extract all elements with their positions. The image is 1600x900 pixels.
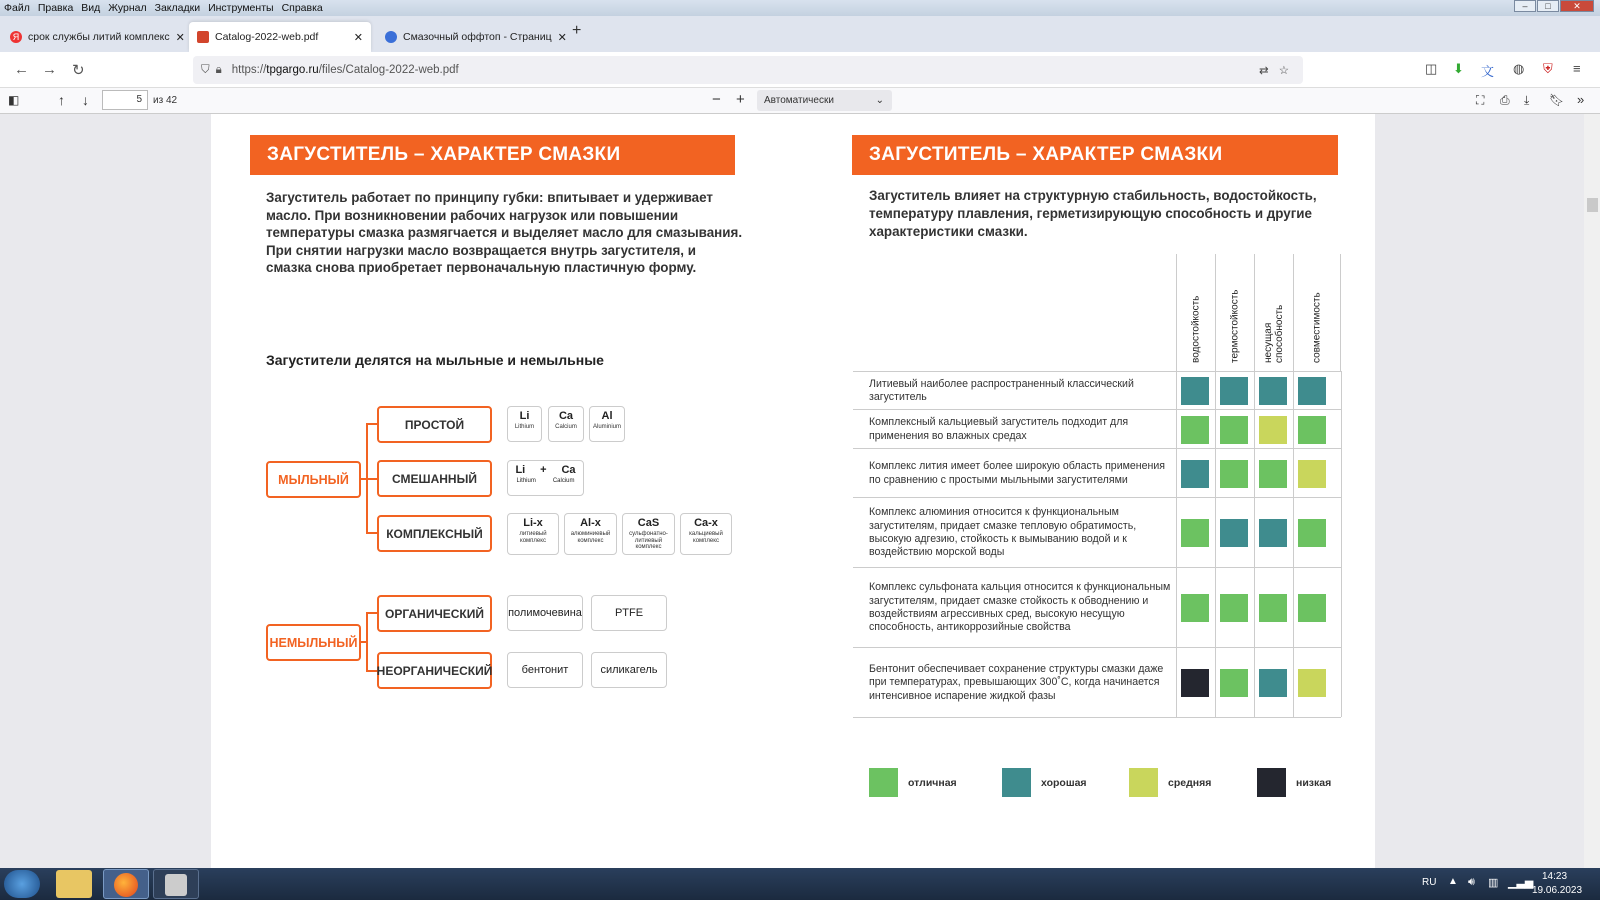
shield-icon: ⛉ xyxy=(201,63,210,76)
network-icon[interactable]: ▥ xyxy=(1488,877,1499,889)
column-header xyxy=(1293,254,1341,371)
page-count: из 42 xyxy=(153,95,178,106)
row-description: Комплекс сульфоната кальция относится к функциональным загустителям, придает смазке стойкость к обводнению и воздействиям агрессивных сред, высокую несущую способность, антикоррозийные свойства xyxy=(869,581,1171,634)
drop-icon xyxy=(385,31,397,43)
menu-edit[interactable]: Правка xyxy=(37,2,74,14)
zoom-out-icon[interactable]: − xyxy=(712,91,721,108)
language-indicator[interactable]: RU xyxy=(1422,877,1437,888)
chip-al-complex xyxy=(564,513,617,555)
rating-cell-good xyxy=(1220,377,1248,405)
rating-cell-medium xyxy=(1259,416,1287,444)
rating-cell-excellent xyxy=(1298,519,1326,547)
next-page-icon[interactable]: ↓ xyxy=(82,92,89,108)
pocket-icon[interactable]: ◫ xyxy=(1425,61,1438,76)
rating-cell-medium xyxy=(1298,669,1326,697)
start-button[interactable] xyxy=(4,870,40,898)
rating-cell-excellent xyxy=(1220,669,1248,697)
table-row xyxy=(853,647,1341,717)
intro-line: смазка снова приобретает первоначальную пластичную форму. xyxy=(266,260,697,275)
row-description: Комплекс лития имеет более широкую область применения по сравнению с простыми мыльными загустителями xyxy=(869,460,1166,486)
prev-page-icon[interactable]: ↑ xyxy=(58,92,65,108)
legend-label: отличная xyxy=(908,776,957,789)
connector xyxy=(366,423,368,534)
ublock-icon[interactable]: ⛨ xyxy=(1543,61,1553,76)
chip-name: Lithium xyxy=(516,478,536,484)
rating-cell-excellent xyxy=(1220,594,1248,622)
column-header xyxy=(1254,254,1293,371)
close-tab-icon[interactable]: ✕ xyxy=(175,31,185,44)
rating-cell-medium xyxy=(1298,460,1326,488)
rating-cell-low xyxy=(1181,669,1209,697)
chip-name: Aluminium xyxy=(592,424,621,430)
taskbar xyxy=(0,868,1600,900)
legend-swatch xyxy=(1002,768,1031,797)
menu-tools[interactable]: Инструменты xyxy=(208,2,274,14)
star-icon[interactable]: ☆ xyxy=(1278,65,1289,77)
rating-cell-excellent xyxy=(1259,460,1287,488)
minimize-button[interactable]: – xyxy=(1514,0,1536,12)
chip-aluminium xyxy=(589,406,625,442)
tab-pdf[interactable] xyxy=(189,22,371,52)
chip-name: алюминиевый комплекс xyxy=(570,531,611,544)
page-number-input[interactable]: 5 xyxy=(102,90,148,110)
bookmark-icon[interactable]: 🔖︎ xyxy=(1549,93,1565,107)
column-header xyxy=(1215,254,1254,371)
row-description: Комплексный кальциевый загуститель подходит для применения во влажных средах xyxy=(869,416,1129,442)
rating-cell-good xyxy=(1259,377,1287,405)
table-row xyxy=(853,567,1341,647)
connector xyxy=(366,612,368,672)
chip-name: сульфонатно-литиевый комплекс xyxy=(629,531,668,550)
column-divider xyxy=(1215,371,1216,717)
column-divider xyxy=(1293,371,1294,717)
url-path: /files/Catalog-2022-web.pdf xyxy=(318,64,459,76)
left-heading: ЗАГУСТИТЕЛЬ – ХАРАКТЕР СМАЗКИ xyxy=(250,135,735,175)
table-row xyxy=(853,448,1341,497)
rating-cell-excellent xyxy=(1181,519,1209,547)
pdf-page xyxy=(211,114,1375,868)
tab-title: Catalog-2022-web.pdf xyxy=(215,31,319,43)
menu-bar xyxy=(0,0,1600,16)
clock-time[interactable]: 14:23 xyxy=(1542,871,1568,882)
url-domain: tpgargo.ru xyxy=(266,64,319,76)
explorer-icon[interactable] xyxy=(56,870,92,898)
reload-icon[interactable]: ↻ xyxy=(72,62,85,79)
left-intro xyxy=(266,189,746,277)
table-bottom-border xyxy=(853,717,1341,718)
rating-cell-excellent xyxy=(1181,594,1209,622)
legend-low xyxy=(1257,768,1331,797)
chip-cas-complex xyxy=(622,513,675,555)
right-intro xyxy=(869,187,1329,241)
column-divider xyxy=(1176,371,1177,717)
clock-date[interactable]: 19.06.2023 xyxy=(1532,885,1583,896)
legend-good xyxy=(1002,768,1087,797)
forward-icon[interactable]: → xyxy=(42,61,57,78)
table-row xyxy=(853,497,1341,567)
url-prefix: https:// xyxy=(231,64,267,76)
legend-swatch xyxy=(1257,768,1286,797)
tray-arrow-icon[interactable]: ▲ xyxy=(1448,876,1458,887)
intro-line: масло. При возникновении рабочих нагрузок или повышении xyxy=(266,207,679,223)
lock-icon: 🔒︎ xyxy=(215,63,222,76)
menu-bookmarks[interactable]: Закладки xyxy=(154,2,201,14)
pdf-icon xyxy=(197,31,209,43)
column-header xyxy=(1176,254,1215,371)
intro-line: При снятии нагрузки масло возвращается внутрь загустителя, и xyxy=(266,242,696,258)
close-tab-icon[interactable]: ✕ xyxy=(557,31,567,44)
globe-icon[interactable]: ◍ xyxy=(1513,61,1525,76)
simple-box: ПРОСТОЙ xyxy=(377,406,492,443)
chip-calcium xyxy=(548,406,584,442)
column-label: совместимость xyxy=(1311,292,1323,363)
menu-view[interactable]: Вид xyxy=(81,2,101,14)
legend-label: хорошая xyxy=(1041,776,1087,789)
intro-line: температуру плавления, герметизирующую способность и другие xyxy=(869,206,1312,221)
chip-symbol: Al-x xyxy=(580,517,601,529)
rating-cell-excellent xyxy=(1181,416,1209,444)
pdf-toolbar xyxy=(0,88,1600,114)
zoom-in-icon[interactable]: + xyxy=(736,91,745,108)
chip-symbol: Al xyxy=(601,410,613,422)
legend-swatch xyxy=(869,768,898,797)
zoom-select[interactable] xyxy=(757,90,892,111)
app-taskbar-button[interactable] xyxy=(153,869,199,899)
tools-menu-icon[interactable]: » xyxy=(1577,92,1585,107)
chip-name: Calcium xyxy=(552,478,575,484)
nonsoap-box: НЕМЫЛЬНЫЙ xyxy=(266,624,361,661)
mixed-box: СМЕШАННЫЙ xyxy=(377,460,492,497)
rating-cell-excellent xyxy=(1220,416,1248,444)
zoom-value: Автоматически xyxy=(764,95,834,106)
table-row xyxy=(853,409,1341,448)
yandex-icon: Я xyxy=(10,31,22,43)
chip-lithium xyxy=(507,406,542,442)
row-description: Бентонит обеспечивает сохранение структуры смазки даже при температурах, превышающих 300˚С, когда начинается интенсивное испарение жидкой фазы xyxy=(869,662,1164,702)
legend-label: низкая xyxy=(1296,776,1332,789)
column-label: несущая способность xyxy=(1263,304,1285,363)
legend-label: средняя xyxy=(1168,776,1212,789)
close-window-button[interactable]: ✕ xyxy=(1560,0,1594,12)
menu-file[interactable]: Файл xyxy=(4,2,30,14)
chip-lithium-calcium xyxy=(507,460,584,496)
chip-ptfe: PTFE xyxy=(591,595,667,631)
complex-box: КОМПЛЕКСНЫЙ xyxy=(377,515,492,552)
intro-line: характеристики смазки. xyxy=(869,224,1028,239)
chip-name: Lithium xyxy=(514,424,535,430)
right-heading: ЗАГУСТИТЕЛЬ – ХАРАКТЕР СМАЗКИ xyxy=(852,135,1338,175)
close-tab-icon[interactable]: ✕ xyxy=(353,31,363,44)
chip-symbol: Ca xyxy=(561,464,576,476)
chip-symbol: Ca-x xyxy=(694,517,718,529)
translator-icon[interactable]: 文 xyxy=(1481,64,1495,79)
back-icon[interactable]: ← xyxy=(14,61,29,78)
tab-bar xyxy=(0,16,1600,52)
chevron-down-icon: ⌄ xyxy=(875,95,884,106)
firefox-icon xyxy=(114,873,138,897)
chip-symbol: Ca xyxy=(558,410,574,422)
chip-symbol: Li xyxy=(515,464,526,476)
chip-symbol: Li xyxy=(519,410,530,422)
window-controls xyxy=(1513,0,1594,12)
rating-cell-excellent xyxy=(1220,460,1248,488)
intro-line: Загуститель работает по принципу губки: впитывает и удерживает xyxy=(266,190,713,205)
soap-box: МЫЛЬНЫЙ xyxy=(266,461,361,498)
rating-cell-good xyxy=(1181,377,1209,405)
row-description: Комплекс алюминия относится к функциональным загустителям, придает смазке тепловую обратимость, высокую адгезию, стойкость к вымыванию водой и к воздействию морской воды xyxy=(869,506,1137,559)
column-divider xyxy=(1341,371,1342,717)
rating-cell-good xyxy=(1220,519,1248,547)
chip-name: кальциевый комплекс xyxy=(689,531,723,544)
chip-bentonite: бентонит xyxy=(507,652,583,688)
volume-icon[interactable]: 🔊︎ xyxy=(1468,876,1475,888)
nav-bar xyxy=(0,52,1600,88)
chip-symbol: CaS xyxy=(637,517,660,529)
save-icon[interactable]: ⤓ xyxy=(1524,93,1530,107)
menu-history[interactable]: Журнал xyxy=(108,2,147,14)
maximize-button[interactable]: □ xyxy=(1537,0,1559,12)
legend-swatch xyxy=(1129,768,1158,797)
chip-li-complex xyxy=(507,513,559,555)
rating-cell-excellent xyxy=(1259,594,1287,622)
chip-name: литиевый комплекс xyxy=(519,531,547,544)
print-icon[interactable]: ⎙ xyxy=(1500,93,1510,107)
intro-line: Загуститель влияет на структурную стабильность, водостойкость, xyxy=(869,188,1317,203)
pdf-viewer xyxy=(0,114,1600,868)
classification-title: Загустители делятся на мыльные и немыльные xyxy=(266,352,604,368)
menu-help[interactable]: Справка xyxy=(281,2,323,14)
organic-box: ОРГАНИЧЕСКИЙ xyxy=(377,595,492,632)
connector xyxy=(361,478,377,480)
tab-title: Смазочный оффтоп - Страниц xyxy=(403,31,552,43)
tab-forum[interactable] xyxy=(377,22,567,52)
download-icon[interactable]: ⬇ xyxy=(1453,61,1464,76)
chip-ca-complex xyxy=(680,513,732,555)
app-icon xyxy=(165,874,187,896)
rating-cell-good xyxy=(1259,669,1287,697)
intro-line: температуры смазка размягчается и выделяет масло для смазывания. xyxy=(266,225,743,240)
hamburger-icon[interactable]: ≡ xyxy=(1573,61,1581,76)
translate-icon[interactable]: ⇄ xyxy=(1259,65,1269,77)
vertical-scrollbar[interactable] xyxy=(1584,114,1600,868)
rating-cell-excellent xyxy=(1298,594,1326,622)
scroll-thumb[interactable] xyxy=(1587,198,1598,212)
chip-symbol: Li-x xyxy=(523,517,543,529)
chip-silica-gel: силикагель xyxy=(591,652,667,688)
row-description: Литиевый наиболее распространенный классический загуститель xyxy=(869,377,1134,403)
tab-yandex[interactable] xyxy=(2,22,185,52)
legend-medium xyxy=(1129,768,1211,797)
rating-cell-good xyxy=(1181,460,1209,488)
legend-excellent xyxy=(869,768,957,797)
tab-title: срок службы литий комплекс xyxy=(28,31,170,43)
signal-icon[interactable]: ▁▃▅ xyxy=(1508,877,1534,889)
column-label: водостойкость xyxy=(1190,295,1202,363)
new-tab-button[interactable]: + xyxy=(572,22,582,39)
sidebar-toggle-icon[interactable]: ◧ xyxy=(8,93,20,107)
plus-sign: + xyxy=(540,464,547,476)
column-label: термостойкость xyxy=(1229,289,1241,363)
rating-cell-good xyxy=(1298,377,1326,405)
rating-cell-good xyxy=(1259,519,1287,547)
firefox-taskbar-button[interactable] xyxy=(103,869,149,899)
url-bar[interactable] xyxy=(193,56,1303,84)
chip-name: Calcium xyxy=(555,424,577,430)
table-row xyxy=(853,371,1341,409)
inorganic-box: НЕОРГАНИЧЕСКИЙ xyxy=(377,652,492,689)
chip-polyurea: полимочевина xyxy=(507,595,583,631)
presentation-icon[interactable]: ⛶ xyxy=(1476,93,1485,107)
column-divider xyxy=(1254,371,1255,717)
rating-cell-excellent xyxy=(1298,416,1326,444)
